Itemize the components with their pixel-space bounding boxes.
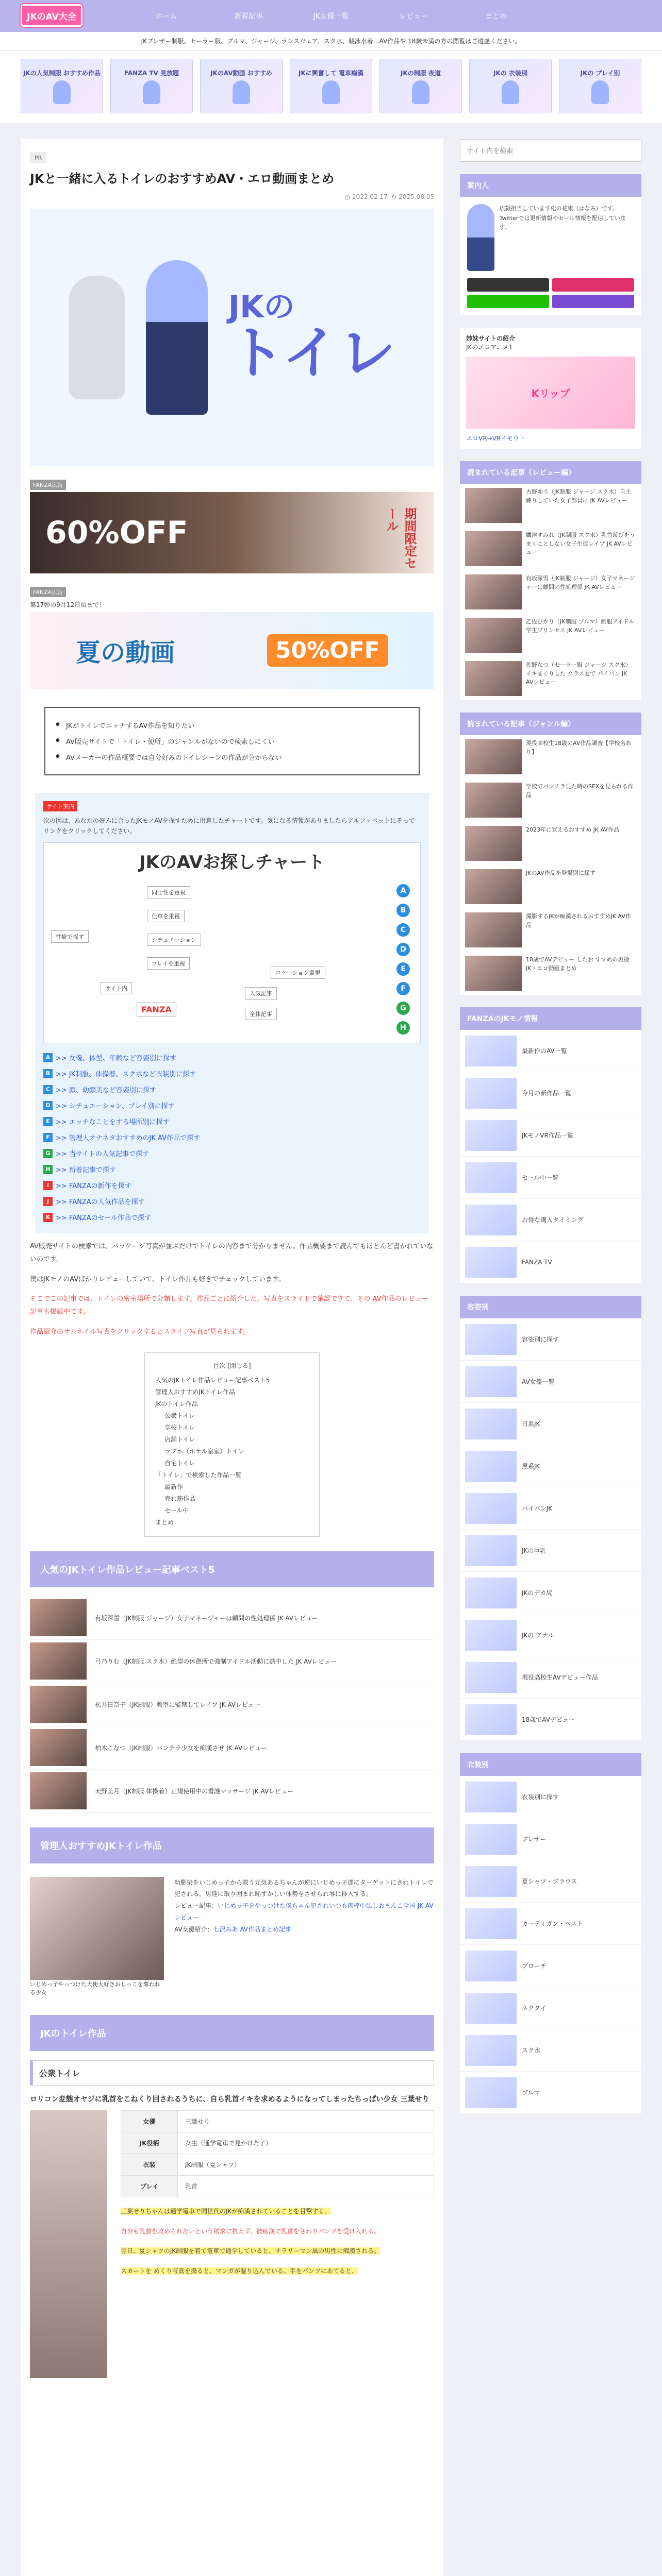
mascot-icon <box>412 80 429 104</box>
list-item[interactable]: JKのAV作品を登場別に探す <box>460 865 641 908</box>
chart-link[interactable]: >> 当サイトの人気記事で探す <box>56 1150 150 1159</box>
menu-link[interactable]: 夏シャツ・ブラウス <box>460 1860 641 1903</box>
banner-item[interactable] <box>559 59 641 113</box>
category-label[interactable]: PR <box>30 152 46 163</box>
nav-home[interactable]: ホーム <box>155 12 177 21</box>
list-item[interactable]: 有坂深雪（JK制服 ジャージ）女子マネージャーは顧問の性処理係 JK AVレビュー <box>460 570 641 614</box>
search-input[interactable] <box>460 139 641 162</box>
popular-genre-box <box>460 713 641 995</box>
menu-icon <box>465 1409 517 1439</box>
menu-link[interactable]: ブレザー <box>460 1818 641 1860</box>
menu-link[interactable]: ネクタイ <box>460 1987 641 2029</box>
letter-c: C <box>396 923 410 937</box>
banner-label: JKの 衣装別 <box>493 69 527 77</box>
menu-icon <box>465 2077 517 2108</box>
menu-icon <box>465 1704 517 1735</box>
section-heading: JKのトイレ作品 <box>30 2015 434 2051</box>
toc-item[interactable]: 人気のJKトイレ作品レビュー記事ベスト5 <box>155 1376 270 1384</box>
chart-box <box>35 793 429 1234</box>
summer-sale-banner[interactable] <box>30 612 434 689</box>
thumbnail <box>30 1729 87 1766</box>
thumbnail <box>465 618 522 653</box>
sidebar <box>460 139 641 2576</box>
nav-matome[interactable]: まとめ <box>485 12 507 21</box>
toc-item[interactable]: JKのトイレ作品 <box>155 1400 198 1408</box>
list-item[interactable]: 古野ゆう（JK制服 ジャージ スク水）自主練りしていた女子部員に JK AVレビュー <box>460 484 641 527</box>
flow-node: シチュエーション <box>147 934 201 946</box>
sidebar-heading: 読まれている記事（ジャンル編） <box>460 713 641 735</box>
sister-sub: JKのエロアニメ1 <box>466 344 513 351</box>
menu-link[interactable]: スク水 <box>460 2029 641 2072</box>
article-body <box>30 1241 434 1338</box>
menu-icon <box>465 1866 517 1897</box>
mascot-icon <box>502 80 519 104</box>
banner-item[interactable] <box>290 59 372 113</box>
profile-box <box>460 174 641 315</box>
toc-item[interactable]: 公衆トイレ <box>164 1412 195 1419</box>
list-item: J >> FANZAの人気作品を探す <box>43 1193 421 1209</box>
section-heading: 人気のJKトイレ作品レビュー記事ベスト5 <box>30 1551 434 1587</box>
chart-link[interactable]: >> 顔、幼顔美など容姿別に探す <box>56 1087 156 1095</box>
article <box>21 139 443 2576</box>
appearance-box <box>460 1296 641 1741</box>
chart-intro: 次の図は、あなたの好みに合ったJKモノAVを探すために用意したチャートです。気になる情報がありましたらアルファベットにそってリンクをクリックしてください。 <box>43 817 415 835</box>
flowchart-title: JKのAVお探しチャート <box>139 852 325 873</box>
sister-site-box <box>460 328 641 449</box>
recommend-caption: いじめっ子やっつけた天使大好きおしっこを奪われる少女 <box>30 1980 160 1996</box>
menu-link[interactable]: パイパンJK <box>460 1487 641 1530</box>
banner-label: JKに興奮して 電車痴漢 <box>299 69 363 77</box>
list-item: B >> JK制服、体操着、スク水など衣装別に探す <box>43 1065 421 1081</box>
rank-title: 弓乃りむ（JK制服 スク水）絶望の休憩所で強制アイドル活動に熱中した JK AVレビュー <box>95 1657 337 1665</box>
urinal-illustration <box>69 276 125 399</box>
ad-tag: FANZA広告 <box>30 480 66 490</box>
banner-label: JKのAV動画 おすすめ <box>210 69 272 77</box>
eyecatch-title: JKの トイレ <box>228 289 396 386</box>
list-item[interactable] <box>30 1770 434 1813</box>
site-logo[interactable]: JKのAV大全 <box>21 4 82 27</box>
menu-icon <box>465 2035 517 2066</box>
list-item: I >> FANZAの新作を探す <box>43 1177 421 1193</box>
menu-icon <box>465 1951 517 1981</box>
sister-link[interactable]: エロVR→VRイモウト <box>466 435 526 442</box>
banner-row <box>0 50 662 123</box>
list-item[interactable]: 現役高校生18歳のAV作品調査【学校名あり】 <box>460 735 641 778</box>
table-row: JK役柄 女生（通学電車で見かけた子） <box>121 2132 434 2154</box>
checklist-item: ● AVメーカーの作品概要では自分好みのトイレシーンの作品が分からない <box>56 749 408 765</box>
menu-icon <box>465 1120 517 1151</box>
menu-icon <box>465 1493 517 1524</box>
checklist-item: ● JKがトイレでエッチするAV作品を知りたい <box>56 717 408 733</box>
mascot-icon <box>53 80 71 104</box>
toc-title[interactable]: 目次 [閉じる] <box>213 1362 251 1369</box>
menu-icon <box>465 1662 517 1693</box>
thumbnail <box>30 1686 87 1723</box>
menu-link[interactable]: 黒系JK <box>460 1445 641 1487</box>
banner-label: JKの プレイ別 <box>580 69 620 77</box>
actress-link[interactable]: 七沢みあ AV作品まとめ記事 <box>213 1925 292 1933</box>
banner-label: JKの制服 夜道 <box>401 69 441 77</box>
fanza-menu-box <box>460 1007 641 1283</box>
social-buttons <box>460 278 641 315</box>
list-item: K >> FANZAのセール作品で探す <box>43 1209 421 1225</box>
chart-link[interactable]: >> FANZAの人気作品を探す <box>56 1198 145 1207</box>
flow-node: ロケーション重視 <box>271 967 325 979</box>
letter-h: H <box>396 1021 410 1035</box>
toc-item[interactable]: 店舗トイレ <box>164 1435 195 1443</box>
sale-sub: 期間限定セール <box>384 507 417 569</box>
search-box <box>460 139 641 162</box>
menu-icon <box>465 1535 517 1566</box>
checklist-box <box>44 707 420 775</box>
menu-icon <box>465 1366 517 1397</box>
banner-item[interactable] <box>379 59 462 113</box>
flow-node: サイト内 <box>101 982 132 994</box>
menu-link[interactable]: JKの巨乳 <box>460 1530 641 1572</box>
banner-item[interactable] <box>200 59 283 113</box>
flow-node: 人気記事 <box>245 987 277 999</box>
banner-item[interactable] <box>469 59 552 113</box>
list-item[interactable] <box>30 1597 434 1640</box>
summer-note: 第17弾の9月12日頃まで！ <box>30 601 106 608</box>
flow-node: 仕草を重視 <box>147 910 185 922</box>
costume-box <box>460 1753 641 2114</box>
x-icon[interactable] <box>467 278 549 292</box>
article-dates <box>30 193 434 200</box>
letter-b: B <box>396 904 410 917</box>
work-block <box>30 2110 434 2378</box>
table-row: プレイ 乳首 <box>121 2175 434 2197</box>
rank-title: 有坂深雪（JK制服 ジャージ）女子マネージャーは顧問の性処理係 JK AVレビュー <box>95 1614 318 1622</box>
flow-node: 全体記事 <box>245 1008 277 1020</box>
menu-icon <box>465 1824 517 1855</box>
menu-link[interactable]: JKの アナル <box>460 1614 641 1656</box>
letter-f: F <box>396 982 410 995</box>
menu-link[interactable]: ブローチ <box>460 1945 641 1987</box>
list-item[interactable] <box>30 1683 434 1726</box>
menu-icon <box>465 1078 517 1109</box>
menu-link[interactable]: AV女優一覧 <box>460 1361 641 1403</box>
chart-link-list <box>43 1049 421 1225</box>
chart-link[interactable]: >> シチュエーション、プレイ別に探す <box>56 1103 175 1111</box>
ad-tag: FANZA広告 <box>30 587 66 597</box>
sale-text: 60%OFF <box>45 514 188 551</box>
chart-link[interactable]: >> JK制服、体操着、スク水など衣装別に探す <box>56 1071 196 1079</box>
recommend-text: 幼馴染をいじめっ子から救う元気あるちゃんが逆にいじめっ子達にターゲットにされトイレで犯される。男達に取り囲まれ恥ずかしい体勢をさせられ辱に挿入する。 <box>174 1878 434 1898</box>
flow-node: 同士性を重視 <box>147 886 190 899</box>
thumbnail <box>465 956 522 991</box>
list-item[interactable]: 乙佐ひかり（JK制服 ブルマ）制服アイドル 学生プリンセス JK AVレビュー <box>460 614 641 657</box>
list-item[interactable]: 鷹津すみれ（JK制服 スク水）乳首遊びをうまくことしない女子生徒レイプ JK AVレビュー <box>460 527 641 570</box>
menu-link[interactable]: 容姿別に探す <box>460 1318 641 1361</box>
chart-link[interactable]: >> 管理人オナネタおすすめのJK AV作品で探す <box>56 1134 200 1143</box>
thumbnail <box>30 1772 87 1809</box>
mascot-icon <box>233 80 250 104</box>
toc-item[interactable]: 学校トイレ <box>164 1423 195 1431</box>
avatar <box>467 204 494 271</box>
list-item[interactable]: 撮影するJKが痴漢されるおすすめJK AV作品 <box>460 908 641 952</box>
letter-a: A <box>396 884 410 897</box>
age-notice: JKブレザー制服、セーラー服、ブルマ、ジャージ、ランスウェア、スク水、競泳水着…AV作品や 18歳未満の方の閲覧はご遠慮ください。 <box>0 32 662 50</box>
thumbnail <box>465 826 522 861</box>
eyecatch-image <box>30 209 434 466</box>
ranking-list <box>30 1597 434 1813</box>
menu-link[interactable]: お得な購入タイミング <box>460 1199 641 1241</box>
rss-icon[interactable] <box>552 295 634 308</box>
work-text: スカートを めくり写真を撮ると、マンガが湿り込んでいる。手をパンツにあてると、 <box>121 2267 358 2275</box>
spec-table <box>121 2110 434 2197</box>
summer-text: 夏の動画 <box>76 638 175 668</box>
nav-new[interactable]: 新着記事 <box>234 12 263 21</box>
thumbnail <box>465 531 522 566</box>
mascot-icon <box>322 80 340 104</box>
menu-icon <box>465 1205 517 1235</box>
thumbnail <box>30 1599 87 1636</box>
sister-banner[interactable]: Kリップ <box>466 357 635 429</box>
work-text: 自分も乳首を攻められたいという欲求に抗えず、被痴漢で乳首をさわりパンツを受け入れる。 <box>121 2227 380 2235</box>
letter-e: E <box>396 962 410 976</box>
work-text: 翌日、夏シャツのJK制服を着て電車で通学していると、サラリーマン風の男性に痴漢される。 <box>121 2247 380 2255</box>
list-item: H >> 新着記事で探す <box>43 1161 421 1177</box>
table-of-contents <box>144 1352 320 1537</box>
mascot-icon <box>143 80 160 104</box>
section-heading: 管理人おすすめJKトイレ作品 <box>30 1827 434 1863</box>
nav-actress[interactable]: JK女優一覧 <box>313 12 349 21</box>
feedly-icon[interactable] <box>467 295 549 308</box>
mascot-illustration <box>146 260 208 415</box>
toc-item[interactable]: 「トイレ」で検索した作品一覧 <box>155 1471 242 1479</box>
thumbnail <box>465 661 522 696</box>
sidebar-heading: FANZAのJKモノ情報 <box>460 1007 641 1030</box>
list-item: A >> 女優、体型、年齢など容姿別に探す <box>43 1049 421 1065</box>
site-header <box>0 0 662 32</box>
fanza-node: FANZA <box>137 1003 176 1016</box>
recommend-block <box>30 1873 434 2001</box>
menu-link[interactable]: 日系JK <box>460 1403 641 1445</box>
instagram-icon[interactable] <box>552 278 634 292</box>
table-row: 女優 三葉せり <box>121 2110 434 2132</box>
summer-off: 50%OFF <box>267 634 388 667</box>
thumbnail <box>465 912 522 947</box>
work-text: 三葉せりちゃんは通学電車で同世代のJKが痴漢されていることを目撃する。 <box>121 2207 331 2215</box>
letter-d: D <box>396 943 410 956</box>
menu-link[interactable]: 最新作のAV一覧 <box>460 1030 641 1072</box>
list-item[interactable]: 2023年に買えるおすすめ JK AV作品 <box>460 822 641 865</box>
list-item[interactable] <box>30 1640 434 1683</box>
checklist-item: ● AV販売サイトで「トイレ・便所」のジャンルがないので検索しにくい <box>56 733 408 749</box>
nav-review[interactable]: レビュー <box>399 12 428 21</box>
paragraph: 作品紹介のサムネイル写真をクリックするとスライド写真が見られます。 <box>30 1328 250 1336</box>
menu-link[interactable]: JKのデカ尻 <box>460 1572 641 1614</box>
clock-icon: ◷ <box>344 193 353 200</box>
toc-item[interactable]: セール中 <box>164 1506 189 1514</box>
date-updated: 2025.08.05 <box>399 193 434 200</box>
menu-icon <box>465 1782 517 1812</box>
menu-link[interactable]: FANZA TV <box>460 1241 641 1283</box>
chart-link[interactable]: >> 女優、体型、年齢など容姿別に探す <box>56 1055 176 1063</box>
menu-icon <box>465 1162 517 1193</box>
list-item: F >> 管理人オナネタおすすめのJK AV作品で探す <box>43 1129 421 1145</box>
thumbnail <box>465 488 522 523</box>
global-nav <box>125 11 537 21</box>
toc-item[interactable]: 売れ筋作品 <box>164 1495 196 1502</box>
letter-g: G <box>396 1002 410 1015</box>
menu-link[interactable]: 衣装別に探す <box>460 1776 641 1818</box>
thumbnail <box>465 869 522 904</box>
flow-node: 性癖で探す <box>51 930 89 943</box>
banner-label: FANZA TV 見放題 <box>124 69 179 77</box>
actress-link-label: AV女優紹介： <box>174 1925 213 1933</box>
menu-icon <box>465 1247 517 1278</box>
sidebar-heading: 容姿別 <box>460 1296 641 1318</box>
banner-item[interactable] <box>110 59 193 113</box>
review-link-label: レビュー記事： <box>174 1902 218 1910</box>
toc-item[interactable]: 自宅トイレ <box>164 1459 195 1467</box>
list-item[interactable]: 学校でバンチラ見た時のSEXを見られる作品 <box>460 778 641 822</box>
menu-icon <box>465 1620 517 1651</box>
sidebar-heading: 案内人 <box>460 174 641 197</box>
sister-title: 姉妹サイトの紹介 <box>466 335 516 342</box>
paragraph: 僕はJKモノのAVばかりレビューしていて、トイレ作品も好きでチェックしています。 <box>30 1275 285 1283</box>
chart-link[interactable]: >> 新着記事で探す <box>56 1166 116 1175</box>
menu-icon <box>465 1908 517 1939</box>
toc-item[interactable]: 最新作 <box>164 1483 184 1490</box>
mascot-icon <box>591 80 609 104</box>
list-item[interactable]: 18歳でAVデビュー したお すすめの現役JK・エロ動画まとめ <box>460 952 641 995</box>
recommend-image[interactable] <box>30 1877 164 1980</box>
article-title: JKと一緒に入るトイレのおすすめAV・エロ動画まとめ <box>30 172 335 186</box>
subsection-heading: 公衆トイレ <box>30 2060 434 2086</box>
work-title: ロリコン変態オヤジに乳首をこねくり回されるうちに、自ら乳首イキを求めるようになってしまったちっぱい少女 三葉せり <box>30 2095 429 2104</box>
menu-icon <box>465 1993 517 2024</box>
thumbnail <box>465 783 522 818</box>
toc-item[interactable]: 管理人おすすめJKトイレ作品 <box>155 1388 235 1396</box>
banner-label: JKの人気制服 おすすめ作品 <box>23 69 101 77</box>
review-link[interactable]: いじめっ子をやっつけた僕ちゃん犯されいつも肉棒中出しおまんこ全国 JK AVレビュー <box>174 1902 434 1921</box>
menu-link[interactable]: ブルマ <box>460 2072 641 2114</box>
menu-link[interactable]: カーディガン・ベスト <box>460 1903 641 1945</box>
toc-item[interactable]: ラブホ（ホテル室室）トイレ <box>164 1447 244 1455</box>
flow-node: プレイを重視 <box>147 957 190 970</box>
flow-letters <box>396 884 410 1035</box>
thumbnail <box>465 739 522 774</box>
package-image[interactable] <box>30 2110 107 2378</box>
list-item[interactable] <box>30 1726 434 1770</box>
chart-link[interactable]: >> エッチなことをする場所別に探す <box>56 1118 170 1127</box>
sidebar-heading: 読まれている記事（レビュー編） <box>460 461 641 484</box>
sale-banner[interactable] <box>30 492 434 573</box>
list-item[interactable]: 佐野なつ（セーラー服 ジャージ スク水）イキまくりした クラス委で パイバン JK AVレビュー <box>460 657 641 700</box>
menu-link[interactable]: 現役高校生AVデビュー作品 <box>460 1656 641 1699</box>
chart-link[interactable]: >> FANZAのセール作品で探す <box>56 1214 151 1223</box>
table-row: 衣装 JK制服（夏シャツ） <box>121 2154 434 2175</box>
rank-title: 柏木こなつ（JK制服）バンチラ少女を痴漢させ JK AVレビュー <box>95 1744 268 1752</box>
menu-link[interactable]: 今月の新作品一覧 <box>460 1072 641 1114</box>
popular-review-box <box>460 461 641 700</box>
menu-link[interactable]: 18歳でAVデビュー <box>460 1699 641 1741</box>
chart-tag: サイト案内 <box>43 801 77 811</box>
rank-title: 天野美月（JK制服 体操着）正規使用中の看護マッサージ JK AVレビュー <box>95 1787 294 1795</box>
list-item: D >> シチュエーション、プレイ別に探す <box>43 1097 421 1113</box>
chart-link[interactable]: >> FANZAの新作を探す <box>56 1182 131 1191</box>
list-item: C >> 顔、幼顔美など容姿別に探す <box>43 1081 421 1097</box>
menu-icon <box>465 1036 517 1066</box>
menu-icon <box>465 1578 517 1608</box>
list-item: G >> 当サイトの人気記事で探す <box>43 1145 421 1161</box>
rank-title: 松井日奈子（JK制服）教室に監禁してレイプ JK AVレビュー <box>95 1701 261 1708</box>
flowchart <box>43 842 421 1043</box>
list-item: E >> エッチなことをする場所別に探す <box>43 1113 421 1129</box>
menu-link[interactable]: セール中一覧 <box>460 1157 641 1199</box>
thumbnail <box>465 574 522 609</box>
menu-icon <box>465 1451 517 1482</box>
menu-link[interactable]: JKモノVR作品一覧 <box>460 1114 641 1157</box>
thumbnail <box>30 1642 87 1680</box>
date-posted: 2022.02.17 <box>352 193 388 200</box>
toc-item[interactable]: まとめ <box>155 1518 174 1526</box>
banner-item[interactable] <box>21 59 103 113</box>
refresh-icon: ↻ <box>391 193 399 200</box>
paragraph: AV販売サイトの検索では、パッケージ写真が並ぶだけでトイレの内容まで分かりません。作品概要まで読んでもほとんど書かれていないのです。 <box>30 1243 434 1264</box>
menu-icon <box>465 1324 517 1355</box>
profile-text: 広報担当しています松の花束（はなみ）です。Twitterでは更新情報やセール情報を配信しています。 <box>499 205 626 231</box>
paragraph: そこでこの記事では、トイレの密室場所で分類します。作品ごとに紹介した、写真をスライドで確認できて、その AV作品のレビュー記事も掲載中です。 <box>30 1295 428 1316</box>
sidebar-heading: 衣装別 <box>460 1753 641 1776</box>
